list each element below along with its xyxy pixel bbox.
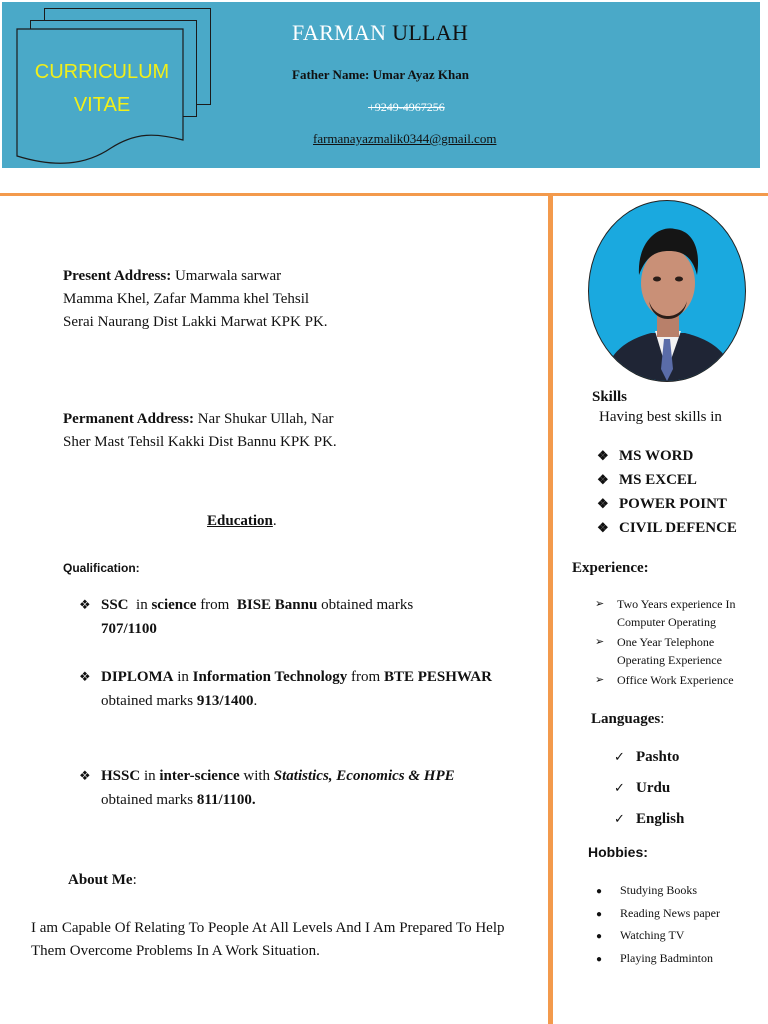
edu-degree: DIPLOMA	[101, 669, 174, 685]
skills-list	[597, 444, 737, 540]
skills-intro: Having best skills in	[599, 409, 722, 425]
cv-page-front	[16, 28, 186, 173]
first-name: FARMAN	[292, 20, 387, 45]
diamond-bullet-icon: ❖	[79, 669, 91, 684]
language-label: Pashto	[636, 749, 680, 765]
qualification-label: Qualification:	[63, 561, 140, 575]
hobby-label: Studying Books	[620, 883, 698, 897]
list-item	[595, 595, 763, 631]
language-label: English	[636, 811, 685, 827]
edu-degree: SSC	[101, 597, 129, 613]
about-heading-suffix: :	[132, 872, 137, 888]
dot-bullet-icon: ●	[596, 931, 603, 942]
edu-text: in	[140, 768, 160, 784]
skill-label: POWER POINT	[619, 496, 727, 512]
permanent-address-line1: Nar Shukar Ullah, Nar	[193, 411, 334, 427]
edu-text: .	[253, 693, 258, 709]
about-text: I am Capable Of Relating To People At All Levels And I Am Prepared To Help Them Overcome Problems In A Work Situation.	[31, 920, 505, 959]
permanent-address-line2: Sher Mast Tehsil Kakki Dist Bannu KPK PK.	[63, 434, 337, 450]
experience-label: Two Years experience In Computer Operating	[617, 597, 736, 629]
about-heading-text: About Me	[68, 872, 133, 888]
diamond-bullet-icon: ❖	[597, 472, 609, 487]
diamond-bullet-icon: ❖	[597, 448, 609, 463]
present-address-line2: Mamma Khel, Zafar Mamma khel Tehsil	[63, 291, 310, 307]
arrow-bullet-icon: ➢	[595, 674, 605, 686]
diamond-bullet-icon: ❖	[79, 597, 91, 612]
cv-title-line2: VITAE	[73, 94, 131, 116]
edu-marks: 811/1100.	[196, 792, 256, 808]
hobby-label: Reading News paper	[620, 905, 720, 920]
languages-heading-suffix: :	[660, 711, 665, 727]
list-item	[597, 468, 737, 492]
hobbies-heading: Hobbies:	[588, 844, 648, 860]
edu-text: obtained marks	[317, 597, 414, 613]
edu-marks: 913/1400	[196, 693, 254, 709]
cv-pages-graphic	[16, 8, 216, 168]
edu-degree: HSSC	[101, 768, 141, 784]
list-item	[614, 807, 684, 838]
list-item	[596, 925, 720, 948]
edu-subject: Information Technology	[192, 669, 348, 685]
edu-text: in	[128, 597, 152, 613]
dot-bullet-icon: ●	[596, 953, 603, 965]
experience-label: Office Work Experience	[617, 673, 734, 687]
edu-institute: BTE PESHWAR	[383, 669, 492, 685]
experience-heading: Experience:	[572, 560, 649, 576]
checkmark-icon: ✓	[614, 780, 625, 795]
experience-list	[595, 595, 763, 691]
list-item	[596, 880, 720, 903]
permanent-address-label: Permanent Address:	[63, 411, 194, 427]
list-item	[597, 444, 737, 468]
checkmark-icon: ✓	[614, 811, 625, 826]
full-name	[292, 20, 468, 46]
language-label: Urdu	[636, 780, 671, 796]
about-heading	[68, 872, 137, 889]
email-link[interactable]: farmanayazmalik0344@gmail.com	[313, 131, 497, 146]
header-banner	[0, 0, 762, 170]
vertical-divider	[548, 193, 553, 1024]
father-name: Father Name: Umar Ayaz Khan	[292, 67, 469, 82]
skill-label: MS EXCEL	[619, 472, 697, 488]
education-heading-suffix: .	[272, 513, 277, 529]
education-item	[79, 764, 499, 812]
list-item	[595, 671, 763, 689]
skill-label: MS WORD	[619, 448, 694, 464]
edu-subject: inter-science	[159, 768, 240, 784]
permanent-address	[63, 408, 337, 454]
education-item	[79, 665, 499, 713]
languages-heading	[591, 711, 664, 728]
portrait-icon	[589, 201, 746, 382]
edu-text: from	[347, 669, 384, 685]
last-name: ULLAH	[392, 20, 469, 45]
education-item	[79, 593, 499, 641]
experience-label: One Year Telephone Operating Experience	[617, 635, 722, 667]
dot-bullet-icon: ●	[596, 886, 603, 897]
list-item	[597, 516, 737, 540]
present-address-line1: Umarwala sarwar	[171, 268, 282, 284]
edu-text: in	[173, 669, 193, 685]
checkmark-icon: ✓	[614, 749, 625, 764]
hobbies-list	[596, 880, 720, 970]
list-item	[595, 633, 763, 669]
cv-title	[16, 56, 188, 122]
phone-number: +9249-4967256	[368, 100, 445, 114]
education-heading	[207, 513, 277, 530]
skills-heading: Skills	[592, 389, 628, 405]
hobby-label: Watching TV	[620, 928, 685, 942]
diamond-bullet-icon: ❖	[597, 520, 609, 535]
edu-subject: science	[151, 597, 197, 613]
edu-text: from	[196, 597, 237, 613]
edu-marks: 707/1100	[101, 621, 157, 637]
hobby-label: Playing Badminton	[620, 950, 713, 965]
dot-bullet-icon: ●	[596, 908, 603, 920]
edu-subjects: Statistics, Economics & HPE	[273, 768, 455, 784]
list-item	[596, 903, 720, 926]
list-item	[614, 745, 684, 776]
languages-list	[614, 745, 684, 838]
present-address-line3: Serai Naurang Dist Lakki Marwat KPK PK.	[63, 314, 328, 330]
present-address	[63, 265, 328, 334]
edu-text: obtained marks	[101, 792, 197, 808]
list-item	[596, 948, 720, 971]
horizontal-divider	[0, 193, 768, 196]
profile-photo	[588, 200, 746, 382]
education-heading-text: Education	[207, 513, 273, 529]
edu-text: with	[239, 768, 274, 784]
edu-institute: BISE Bannu	[236, 597, 318, 613]
cv-title-line1: CURRICULUM	[34, 61, 170, 83]
skill-label: CIVIL DEFENCE	[619, 520, 737, 536]
arrow-bullet-icon: ➢	[595, 598, 605, 610]
list-item	[614, 776, 684, 807]
edu-text: obtained marks	[101, 693, 197, 709]
list-item	[597, 492, 737, 516]
diamond-bullet-icon: ❖	[79, 768, 91, 783]
languages-heading-text: Languages	[591, 711, 661, 727]
diamond-bullet-icon: ❖	[597, 496, 609, 511]
arrow-bullet-icon: ➢	[595, 636, 605, 648]
present-address-label: Present Address:	[63, 268, 172, 284]
